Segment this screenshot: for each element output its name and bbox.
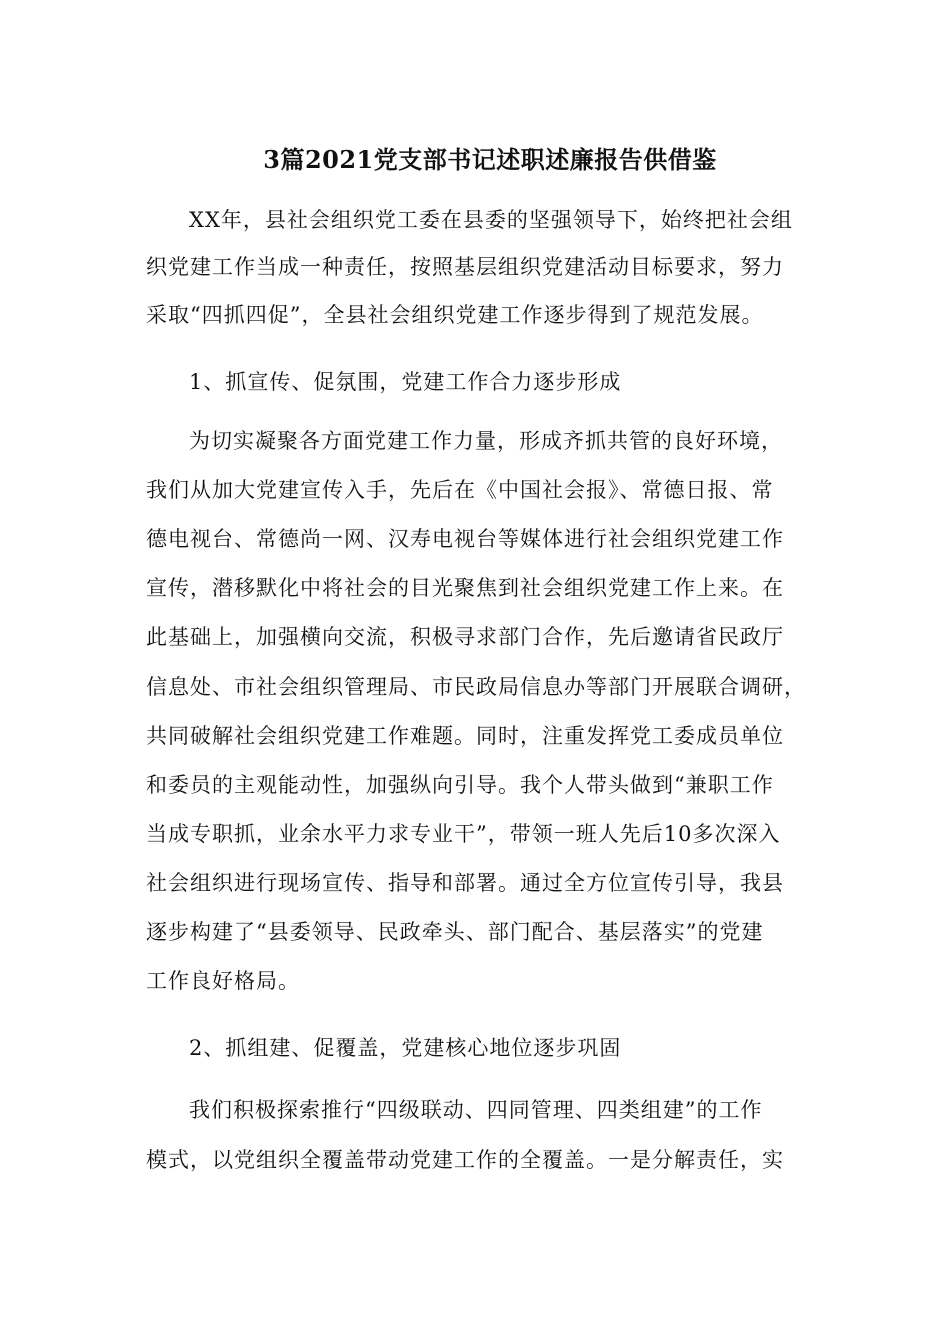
paragraph-line: 信息处、市社会组织管理局、市民政局信息办等部门开展联合调研， [146, 675, 806, 699]
paragraph-line: 织党建工作当成一种责任，按照基层组织党建活动目标要求，努力 [146, 255, 784, 279]
paragraph-line: 模式，以党组织全覆盖带动党建工作的全覆盖。一是分解责任，实 [146, 1148, 784, 1172]
paragraph-line: 采取“四抓四促”，全县社会组织党建工作逐步得到了规范发展。 [146, 303, 764, 327]
paragraph-line: 共同破解社会组织党建工作难题。同时，注重发挥党工委成员单位 [146, 724, 784, 748]
paragraph-line: 为切实凝聚各方面党建工作力量，形成齐抓共管的良好环境， [189, 429, 783, 453]
paragraph-line: 此基础上，加强横向交流，积极寻求部门合作，先后邀请省民政厅 [146, 625, 784, 649]
paragraph-line: XX年，县社会组织党工委在县委的坚强领导下，始终把社会组 [189, 208, 793, 232]
paragraph-line: 和委员的主观能动性，加强纵向引导。我个人带头做到“兼职工作 [146, 773, 774, 797]
paragraph-line: 我们积极探索推行“四级联动、四同管理、四类组建”的工作 [189, 1098, 763, 1122]
paragraph-line: 逐步构建了“县委领导、民政牵头、部门配合、基层落实”的党建 [146, 920, 764, 944]
paragraph-line: 社会组织进行现场宣传、指导和部署。通过全方位宣传引导，我县 [146, 871, 784, 895]
paragraph-line: 宣传，潜移默化中将社会的目光聚焦到社会组织党建工作上来。在 [146, 576, 784, 600]
paragraph-line: 德电视台、常德尚一网、汉寿电视台等媒体进行社会组织党建工作 [146, 527, 784, 551]
paragraph-line: 我们从加大党建宣传入手，先后在《中国社会报》、常德日报、常 [146, 478, 774, 502]
paragraph-line: 工作良好格局。 [146, 969, 300, 993]
document-title: 3篇2021党支部书记述职述廉报告供借鉴 [263, 145, 717, 174]
section-heading: 2、抓组建、促覆盖，党建核心地位逐步巩固 [189, 1036, 622, 1060]
paragraph-line: 当成专职抓，业余水平力求专业干”，带领一班人先后10多次深入 [146, 822, 781, 846]
section-heading: 1、抓宣传、促氛围，党建工作合力逐步形成 [189, 370, 622, 394]
